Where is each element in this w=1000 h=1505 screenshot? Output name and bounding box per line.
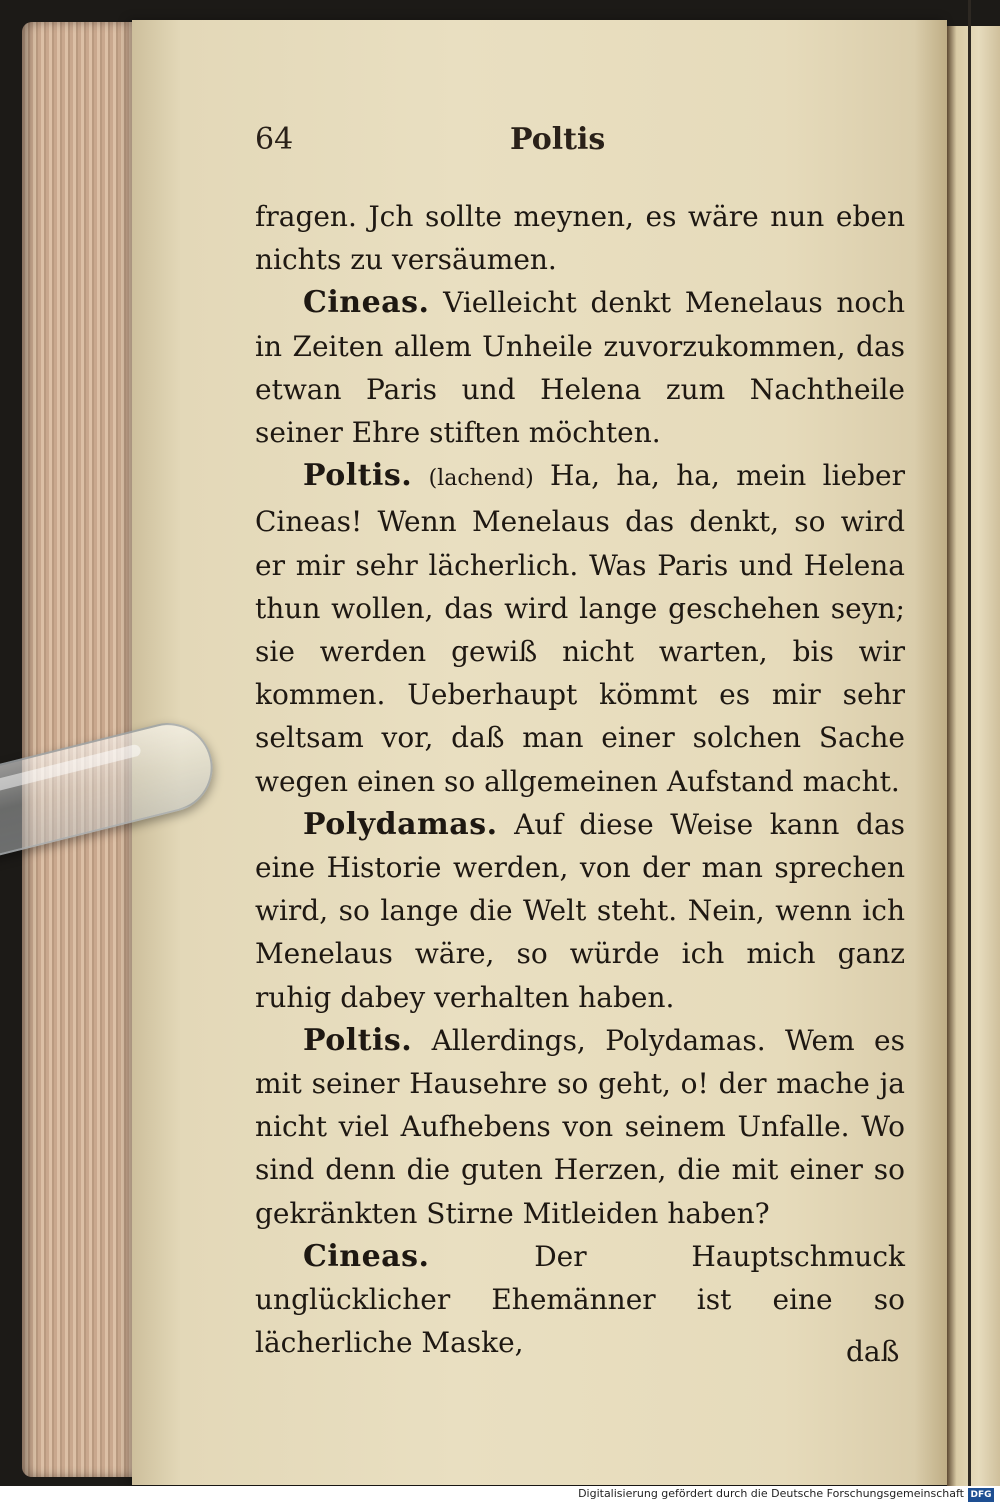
speaker-name: Polydamas. [303,806,498,842]
digitization-credit: Digitalisierung gefördert durch die Deutsche Forschungsgemeinschaft [578,1487,964,1500]
paragraph-text: Auf diese Weise kann das eine Historie werden, von der man sprechen wird, so lange die Welt steht. Nein, wenn ich Menelaus wäre, so würde ich mich ganz ruhig dabey verhalten haben. [255,807,905,1014]
body-text [255,195,905,1364]
page-number: 64 [255,122,294,157]
page-header [255,122,905,172]
speaker-name: Cineas. [303,285,430,321]
speaker-name: Cineas. [303,1238,430,1274]
paragraph-text: fragen. Jch sollte meynen, es wäre nun eben nichts zu versäumen. [255,200,905,277]
paragraph [255,195,905,281]
paragraph [255,1019,905,1235]
speaker-name: Poltis. [303,1022,413,1058]
paragraph-text: Vielleicht denkt Menelaus noch in Zeiten allem Unheile zuvorzukommen, das etwan Paris und Helena zum Nachtheile seiner Ehre stiften möchten. [255,286,906,450]
catchword: daß [846,1335,900,1368]
paragraph-text: Ha, ha, ha, mein lieber Cineas! Wenn Menelaus das denkt, so wird er mir sehr lächerlich. Was Paris und Helena thun wollen, das wird lange geschehen seyn; sie werden gewiß nicht warten, bis wir kommen. Ueberhaupt kömmt es mir sehr seltsam vor, daß man einer solchen Sache wegen einen so allgemeinen Aufstand macht. [255,459,906,798]
scan-border [968,0,971,1490]
paragraph [255,454,905,803]
running-head: Poltis [510,122,606,157]
paragraph-text: Der Hauptschmuck unglücklicher Ehemänner ist eine so lächerliche Maske, [255,1239,905,1360]
paragraph [255,803,905,1019]
paragraph [255,281,905,454]
speaker-name: Poltis. [303,458,413,494]
paragraph [255,1235,905,1365]
stage-direction: (lachend) [428,466,534,492]
paragraph-text: Allerdings, Polydamas. Wem es mit seiner Hausehre so geht, o! der mache ja nicht viel Aufhebens von seinem Unfalle. Wo sind denn die guten Herzen, die mit einer so gekränkten Stirne Mitleiden haben? [255,1023,905,1230]
dfg-logo-icon: DFG [968,1488,994,1502]
facing-page-edge [947,26,1000,1486]
